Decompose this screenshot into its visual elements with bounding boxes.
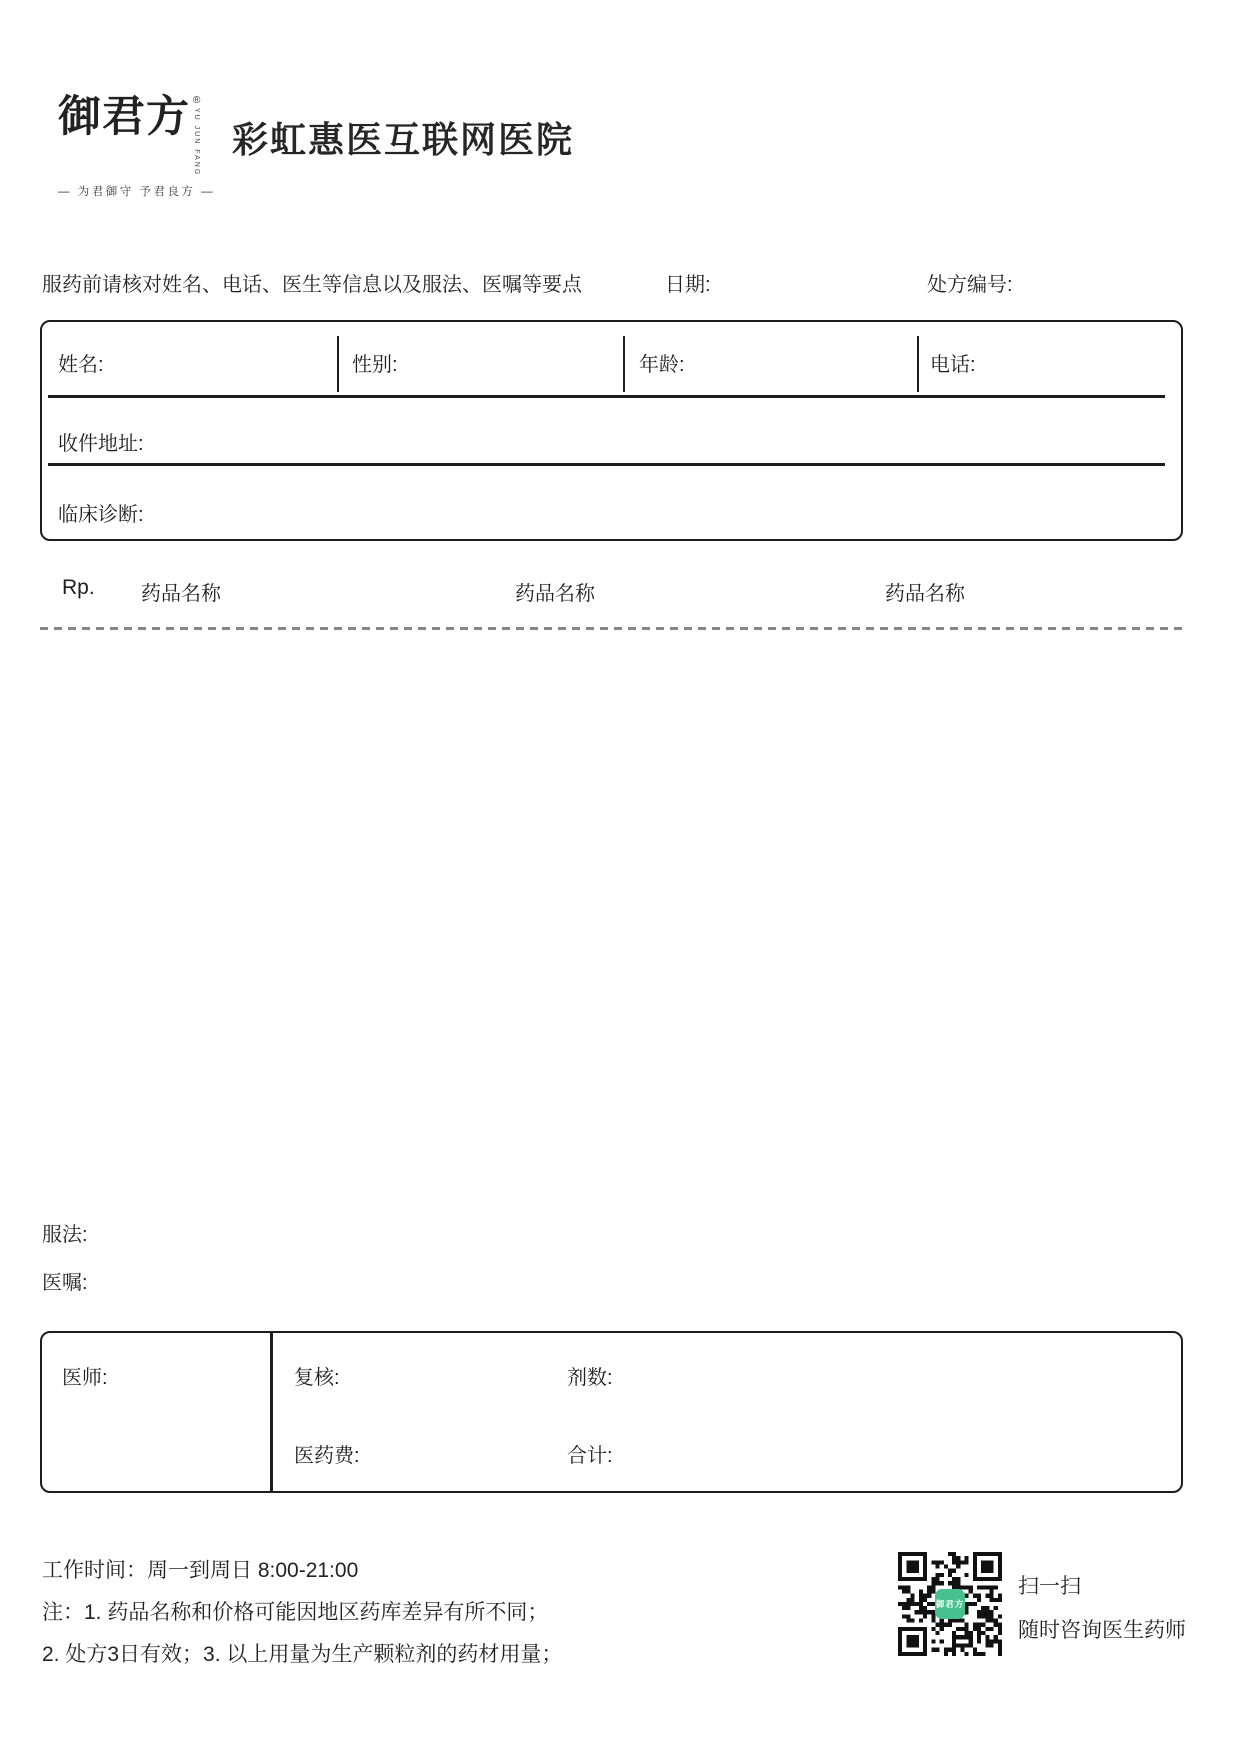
registered-trademark-icon: ® bbox=[193, 95, 201, 106]
patient-gender-label: 性别: bbox=[352, 354, 398, 376]
brand-logo-text: 御君方 bbox=[58, 92, 190, 142]
brand-logo-latin: YU JUN FANG bbox=[193, 108, 201, 177]
row-divider bbox=[48, 395, 1165, 398]
column-divider bbox=[337, 336, 339, 392]
qr-center-logo: 御君方 bbox=[935, 1589, 965, 1619]
patient-name-label: 姓名: bbox=[58, 354, 104, 376]
column-divider bbox=[270, 1333, 273, 1491]
shipping-address-label: 收件地址: bbox=[58, 433, 144, 455]
qr-code bbox=[898, 1552, 1002, 1656]
physician-label: 医师: bbox=[62, 1367, 108, 1389]
rp-label: Rp. bbox=[62, 576, 95, 599]
consult-hint-text: 随时咨询医生药师 bbox=[1018, 1619, 1186, 1642]
footer-note-2: 2. 处方3日有效；3. 以上用量为生产颗粒剂的药材用量； bbox=[42, 1643, 563, 1666]
row-divider bbox=[48, 463, 1165, 466]
patient-age-label: 年龄: bbox=[639, 354, 685, 376]
column-divider bbox=[623, 336, 625, 392]
prescription-number-label: 处方编号: bbox=[927, 274, 1013, 296]
patient-info-box bbox=[40, 320, 1183, 541]
doses-label: 剂数: bbox=[567, 1367, 613, 1389]
signoff-box bbox=[40, 1331, 1183, 1493]
verification-notice: 服药前请核对姓名、电话、医生等信息以及服法、医嘱等要点 bbox=[42, 274, 582, 296]
review-label: 复核: bbox=[294, 1367, 340, 1389]
drug-name-column-header: 药品名称 bbox=[885, 583, 965, 605]
clinical-diagnosis-label: 临床诊断: bbox=[58, 504, 144, 526]
qr-captions bbox=[1018, 1570, 1186, 1644]
total-label: 合计: bbox=[567, 1445, 613, 1467]
work-hours-text: 工作时间：周一到周日 8:00-21:00 bbox=[42, 1559, 359, 1582]
hospital-name: 彩虹惠医互联网医院 bbox=[232, 119, 575, 160]
usage-label: 服法: bbox=[42, 1224, 88, 1246]
brand-tagline: — 为君御守 予君良方 — bbox=[58, 186, 216, 199]
patient-phone-label: 电话: bbox=[930, 354, 976, 376]
column-divider bbox=[917, 336, 919, 392]
brand-logo bbox=[58, 94, 215, 199]
medical-advice-label: 医嘱: bbox=[42, 1272, 88, 1294]
dashed-divider bbox=[40, 627, 1183, 630]
date-label: 日期: bbox=[665, 274, 711, 296]
footer-note-1: 注：1. 药品名称和价格可能因地区药库差异有所不同； bbox=[42, 1601, 549, 1624]
drug-name-column-header: 药品名称 bbox=[515, 583, 595, 605]
brand-logo-marks bbox=[193, 96, 200, 176]
medical-fee-label: 医药费: bbox=[294, 1445, 360, 1467]
drug-name-column-header: 药品名称 bbox=[141, 583, 221, 605]
scan-hint-text: 扫一扫 bbox=[1018, 1575, 1081, 1598]
